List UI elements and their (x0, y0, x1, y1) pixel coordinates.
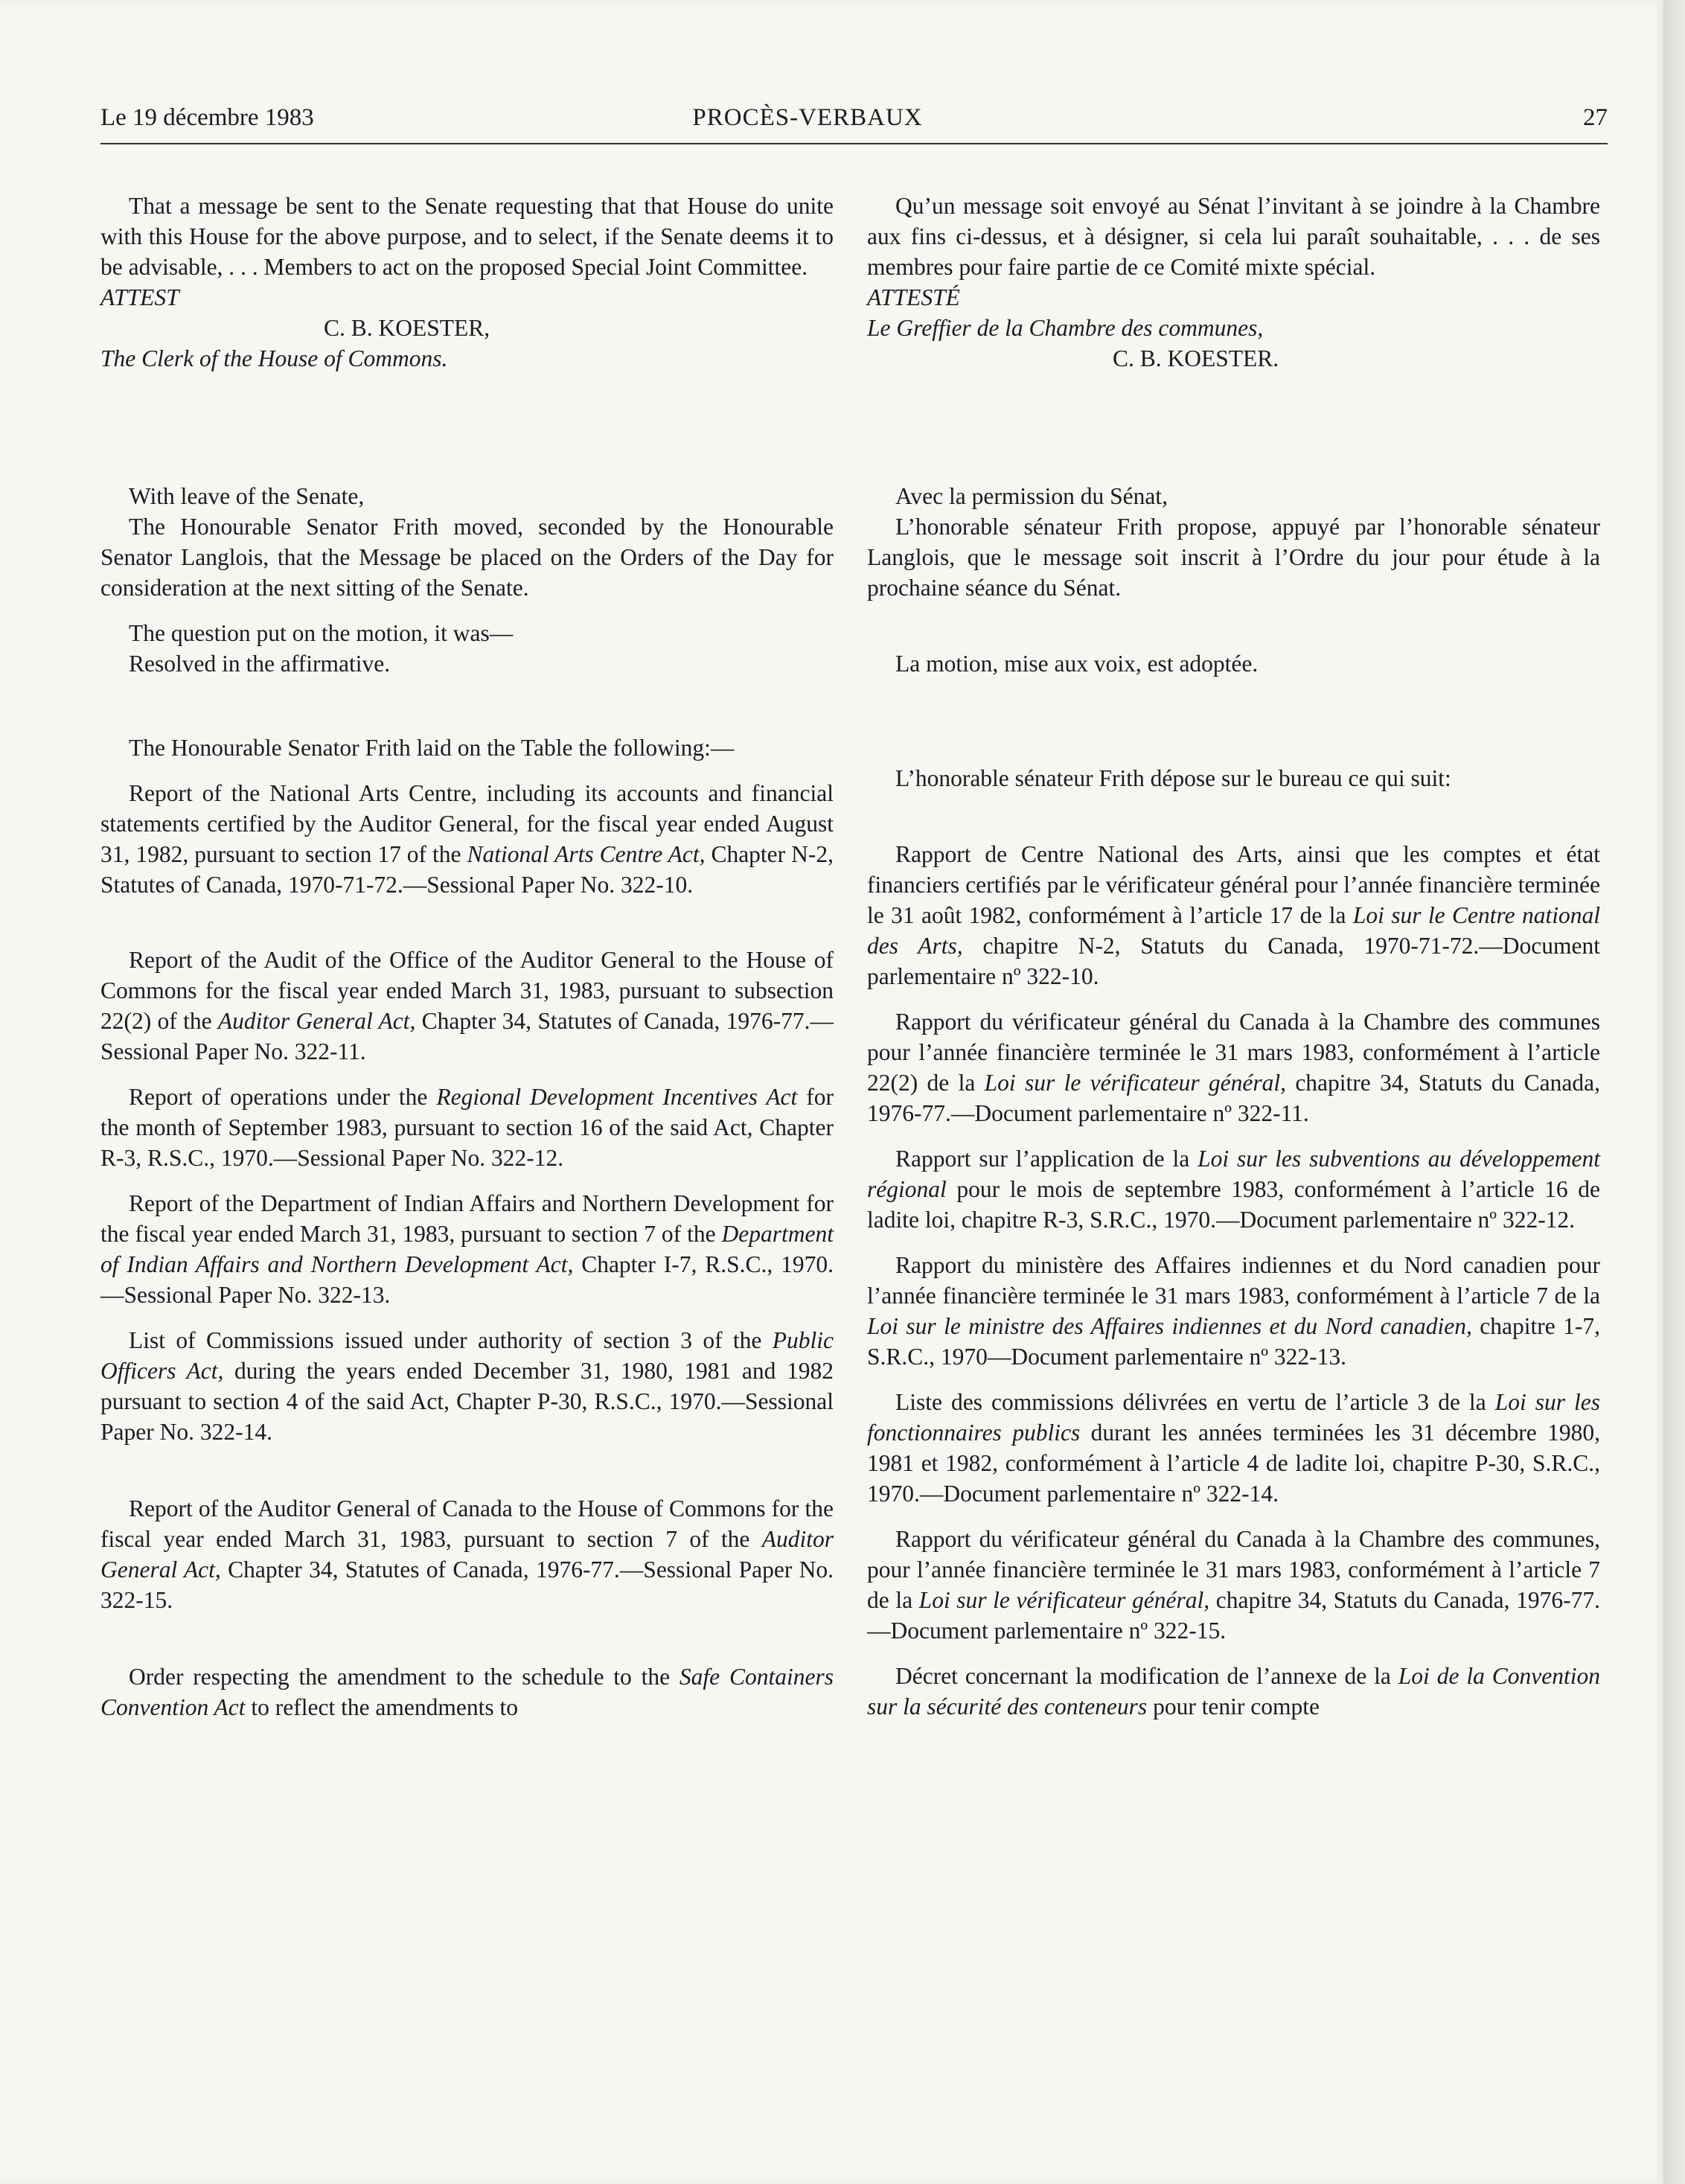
report-322-14: List of Commissions issued under authority of section 3 of the Public Officers Act, during the years ended December 31, 1980, 1981 and 1982 pursuant to section 4 of the said Act, Chapter P-30, R.S.C., 1970.—Sessional Paper No. 322-14. (100, 1327, 834, 1445)
report-322-10-fr: Rapport de Centre National des Arts, ainsi que les comptes et état financiers certifiés par le vérificateur général pour l’année financière terminée le 31 août 1982, conformément à l’article 17 de la Loi sur le Centre national des Arts, chapitre N-2, Statuts du Canada, 1970-71-72.—Document parlementaire nº 322-10. (867, 841, 1600, 989)
tabled-intro-fr: L’honorable sénateur Frith dépose sur le bureau ce qui suit: (895, 765, 1451, 791)
report-322-11: Report of the Audit of the Office of the Auditor General to the House of Commons for the fiscal year ended March 31, 1983, pursuant to subsection 22(2) of the Auditor General Act, Chapter 34, Statutes of Canada, 1976-77.—Sessional Paper No. 322-11. (100, 947, 834, 1064)
french-column (867, 191, 1600, 1722)
message-paragraph: That a message be sent to the Senate requesting that that House do unite with this House for the above purpose, and to select, if the Senate deems it to be advisable, . . . Members to act on the proposed Special Joint Committee. (100, 193, 834, 280)
report-322-12: Report of operations under the Regional Development Incentives Act for the month of September 1983, pursuant to section 16 of the said Act, Chapter R-3, R.S.C., 1970.—Sessional Paper No. 322-12. (100, 1084, 834, 1171)
header-date: Le 19 décembre 1983 (100, 104, 314, 131)
motion-paragraph: The Honourable Senator Frith moved, seconded by the Honourable Senator Langlois, that the Message be placed on the Orders of the Day for consideration at the next sitting of the Senate. (100, 514, 834, 601)
report-322-15-fr: Rapport du vérificateur général du Canada à la Chambre des communes, pour l’année financière terminée le 31 mars 1983, conformément à l’article 7 de la Loi sur le vérificateur général, chapitre 34, Statuts du Canada, 1976-77.—Document parlementaire nº 322-15. (867, 1526, 1600, 1644)
report-322-13: Report of the Department of Indian Affairs and Northern Development for the fiscal year ended March 31, 1983, pursuant to section 7 of the Department of Indian Affairs and Northern Development Act, Chapter I-7, R.S.C., 1970.—Sessional Paper No. 322-13. (100, 1190, 834, 1308)
english-column (100, 191, 834, 1722)
order-safe-containers-fr: Décret concernant la modification de l’annexe de la Loi de la Convention sur la sécurité des conteneurs pour tenir compte (867, 1663, 1600, 1720)
motion-paragraph-fr: L’honorable sénateur Frith propose, appuyé par l’honorable sénateur Langlois, que le message soit inscrit à l’Ordre du jour pour étude à la prochaine séance du Sénat. (867, 514, 1600, 601)
leave-line-fr: Avec la permission du Sénat, (895, 483, 1168, 509)
page-header (100, 104, 1608, 141)
report-322-14-fr: Liste des commissions délivrées en vertu de l’article 3 de la Loi sur les fonctionnaires publics durant les années terminées les 31 décembre 1980, 1981 et 1982, conformément à l’article 4 de ladite loi, chapitre P-30, S.R.C., 1970.—Document parlementaire nº 322-14. (867, 1389, 1600, 1507)
signer-name-fr: C. B. KOESTER. (1113, 345, 1279, 371)
message-paragraph-fr: Qu’un message soit envoyé au Sénat l’invitant à se joindre à la Chambre aux fins ci-dessus, et à désigner, si cela lui paraît souhaitable, . . . de ses membres pour faire partie de ce Comité mixte spécial. (867, 193, 1600, 280)
leave-line: With leave of the Senate, (129, 483, 365, 509)
tabled-intro: The Honourable Senator Frith laid on the Table the following:— (129, 735, 735, 761)
page-edge (1663, 0, 1685, 2184)
question-line: The question put on the motion, it was— (129, 620, 514, 646)
signer-title-fr: Le Greffier de la Chambre des communes, (867, 315, 1264, 341)
resolved-line: Resolved in the affirmative. (129, 651, 391, 677)
header-title: PROCÈS-VERBAUX (692, 104, 923, 131)
report-322-10: Report of the National Arts Centre, including its accounts and financial statements certified by the Auditor General, for the fiscal year ended August 31, 1982, pursuant to section 17 of the National Arts Centre Act, Chapter N-2, Statutes of Canada, 1970-71-72.—Sessional Paper No. 322-10. (100, 780, 834, 898)
report-322-11-fr: Rapport du vérificateur général du Canada à la Chambre des communes pour l’année financière terminée le 31 mars 1983, conformément à l’article 22(2) de la Loi sur le vérificateur général, chapitre 34, Statuts du Canada, 1976-77.—Document parlementaire nº 322-11. (867, 1009, 1600, 1126)
page-number: 27 (1583, 104, 1608, 131)
report-322-15: Report of the Auditor General of Canada to the House of Commons for the fiscal year ended March 31, 1983, pursuant to section 7 of the Auditor General Act, Chapter 34, Statutes of Canada, 1976-77.—Sessional Paper No. 322-15. (100, 1495, 834, 1613)
question-line-fr: La motion, mise aux voix, est adoptée. (895, 651, 1259, 677)
attest-label-fr: ATTESTÉ (867, 284, 960, 310)
signer-title: The Clerk of the House of Commons. (100, 345, 448, 371)
attest-label: ATTEST (100, 284, 179, 310)
header-rule (100, 143, 1608, 144)
order-safe-containers: Order respecting the amendment to the schedule to the Safe Containers Convention Act to reflect the amendments to (100, 1664, 834, 1720)
report-322-12-fr: Rapport sur l’application de la Loi sur les subventions au développement régional pour le mois de septembre 1983, conformément à l’article 16 de ladite loi, chapitre R-3, S.R.C., 1970.—Document parlementaire nº 322-12. (867, 1146, 1600, 1233)
signer-name: C. B. KOESTER, (324, 315, 490, 341)
report-322-13-fr: Rapport du ministère des Affaires indiennes et du Nord canadien pour l’année financière terminée le 31 mars 1983, conformément à l’article 7 de la Loi sur le ministre des Affaires indiennes et du Nord canadien, chapitre 1-7, S.R.C., 1970—Document parlementaire nº 322-13. (867, 1252, 1600, 1370)
